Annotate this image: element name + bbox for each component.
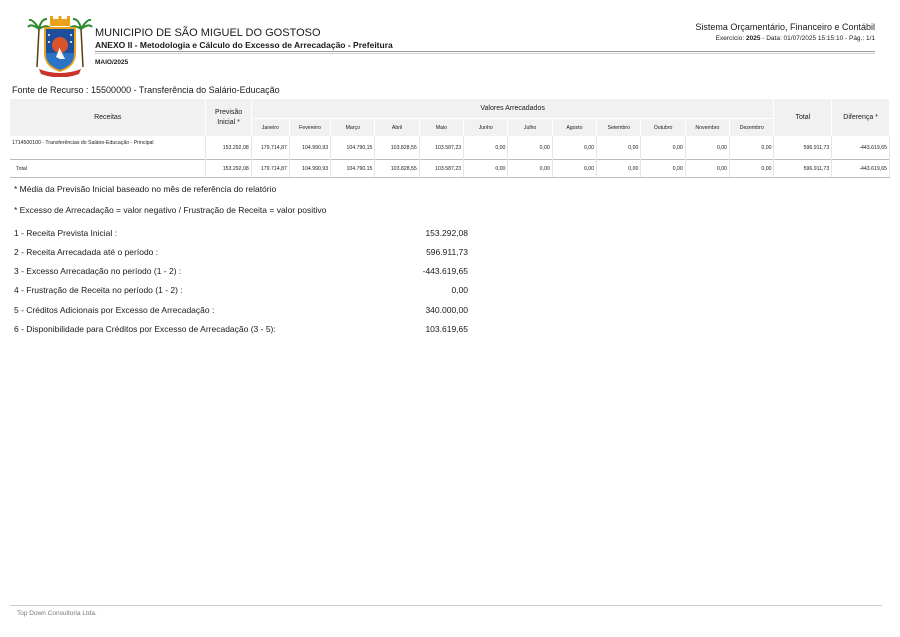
month-header: Julho — [508, 119, 552, 137]
summary-value: 153.292,08 — [425, 228, 468, 238]
month-header: Janeiro — [251, 119, 289, 137]
summary-label: 1 - Receita Prevista Inicial : — [14, 228, 117, 238]
summary-label: 3 - Excesso Arrecadação no período (1 - 2) : — [14, 266, 182, 276]
exercise-info — [695, 33, 875, 45]
month-header: Março — [331, 119, 375, 137]
total-month-value: 179.714,87 — [251, 160, 289, 178]
municipio-name: MUNICIPIO DE SÃO MIGUEL DO GOSTOSO — [95, 27, 321, 39]
row-month-value: 0,00 — [685, 136, 729, 160]
header-total: Total — [774, 99, 832, 136]
header-divider — [95, 51, 875, 52]
total-month-value: 103.587,23 — [419, 160, 463, 178]
note-media: * Média da Previsão Inicial baseado no mês de referência do relatório — [14, 184, 277, 194]
total-month-value: 103.828,55 — [375, 160, 419, 178]
revenue-table — [10, 99, 890, 178]
summary-label: 2 - Receita Arrecadada até o período : — [14, 247, 159, 257]
month-header: Abril — [375, 119, 419, 137]
total-month-value: 0,00 — [508, 160, 552, 178]
total-month-value: 0,00 — [641, 160, 685, 178]
month-header: Fevereiro — [289, 119, 330, 137]
footer-divider — [10, 605, 882, 606]
report-period: MAIO/2025 — [95, 59, 129, 66]
month-header: Outubro — [641, 119, 685, 137]
row-total: 596.911,73 — [774, 136, 832, 160]
month-header: Agosto — [552, 119, 596, 137]
month-header: Dezembro — [730, 119, 774, 137]
total-month-value: 0,00 — [685, 160, 729, 178]
header-previsao-inicial: Previsão Inicial * — [206, 99, 251, 136]
summary-value: -443.619,65 — [422, 266, 468, 276]
total-month-value: 104.790,15 — [331, 160, 375, 178]
summary-value: 596.911,73 — [426, 247, 468, 257]
row-month-value: 179.714,87 — [251, 136, 289, 160]
total-month-value: 0,00 — [552, 160, 596, 178]
month-header: Maio — [419, 119, 463, 137]
row-month-value: 103.828,55 — [375, 136, 419, 160]
total-label: Total — [10, 160, 206, 178]
exercise-label: Exercício: — [715, 35, 745, 42]
header-valores-arrecadados: Valores Arrecadados — [251, 99, 774, 119]
total-diferenca: -443.619,65 — [832, 160, 890, 178]
total-month-value: 0,00 — [597, 160, 641, 178]
summary-label: 4 - Frustração de Receita no período (1 - 2) : — [14, 285, 183, 295]
row-month-value: 104.990,93 — [289, 136, 330, 160]
total-month-value: 0,00 — [730, 160, 774, 178]
footer-company: Top Down Consultoria Ltda. — [17, 610, 97, 617]
row-receita: 1714500100 - Transferências do Salário-Educação - Principal — [10, 136, 206, 160]
header-receitas: Receitas — [10, 99, 206, 136]
note-excesso: * Excesso de Arrecadação = valor negativo / Frustração de Receita = valor positivo — [14, 205, 327, 215]
report-title: ANEXO II - Metodologia e Cálculo do Excesso de Arrecadação - Prefeitura — [95, 40, 393, 50]
summary-value: 340.000,00 — [425, 305, 468, 315]
total-total: 596.911,73 — [774, 160, 832, 178]
municipal-crest-icon — [27, 15, 93, 77]
row-month-value: 0,00 — [552, 136, 596, 160]
total-month-value: 104.990,93 — [289, 160, 330, 178]
row-month-value: 0,00 — [508, 136, 552, 160]
month-header: Junho — [464, 119, 508, 137]
total-previsao: 153.292,08 — [206, 160, 251, 178]
system-name: Sistema Orçamentário, Financeiro e Contábil — [695, 22, 875, 32]
summary-label: 5 - Créditos Adicionais por Excesso de Arrecadação : — [14, 305, 215, 315]
system-info — [695, 21, 875, 45]
exercise-date-page: - Data: 01/07/2025 15:15:10 - Pág.: 1/1 — [762, 35, 875, 42]
fonte-de-recurso: Fonte de Recurso : 15500000 - Transferência do Salário-Educação — [12, 85, 280, 95]
header-diferenca: Diferença * — [832, 99, 890, 136]
summary-label: 6 - Disponibilidade para Créditos por Excesso de Arrecadação (3 - 5): — [14, 324, 276, 334]
report-header — [95, 27, 393, 51]
row-month-value: 104.790,15 — [331, 136, 375, 160]
row-diferenca: -443.619,65 — [832, 136, 890, 160]
row-month-value: 0,00 — [730, 136, 774, 160]
header-divider-secondary — [95, 53, 875, 54]
table-row — [10, 136, 890, 160]
row-month-value: 0,00 — [597, 136, 641, 160]
row-month-value: 0,00 — [641, 136, 685, 160]
row-previsao: 153.292,08 — [206, 136, 251, 160]
row-month-value: 0,00 — [464, 136, 508, 160]
summary-value: 0,00 — [451, 285, 468, 295]
row-month-value: 103.587,23 — [419, 136, 463, 160]
table-total-row — [10, 160, 890, 178]
exercise-year: 2025 — [745, 35, 761, 42]
month-header: Setembro — [597, 119, 641, 137]
summary-value: 103.619,65 — [425, 324, 468, 334]
total-month-value: 0,00 — [464, 160, 508, 178]
month-header: Novembro — [685, 119, 729, 137]
